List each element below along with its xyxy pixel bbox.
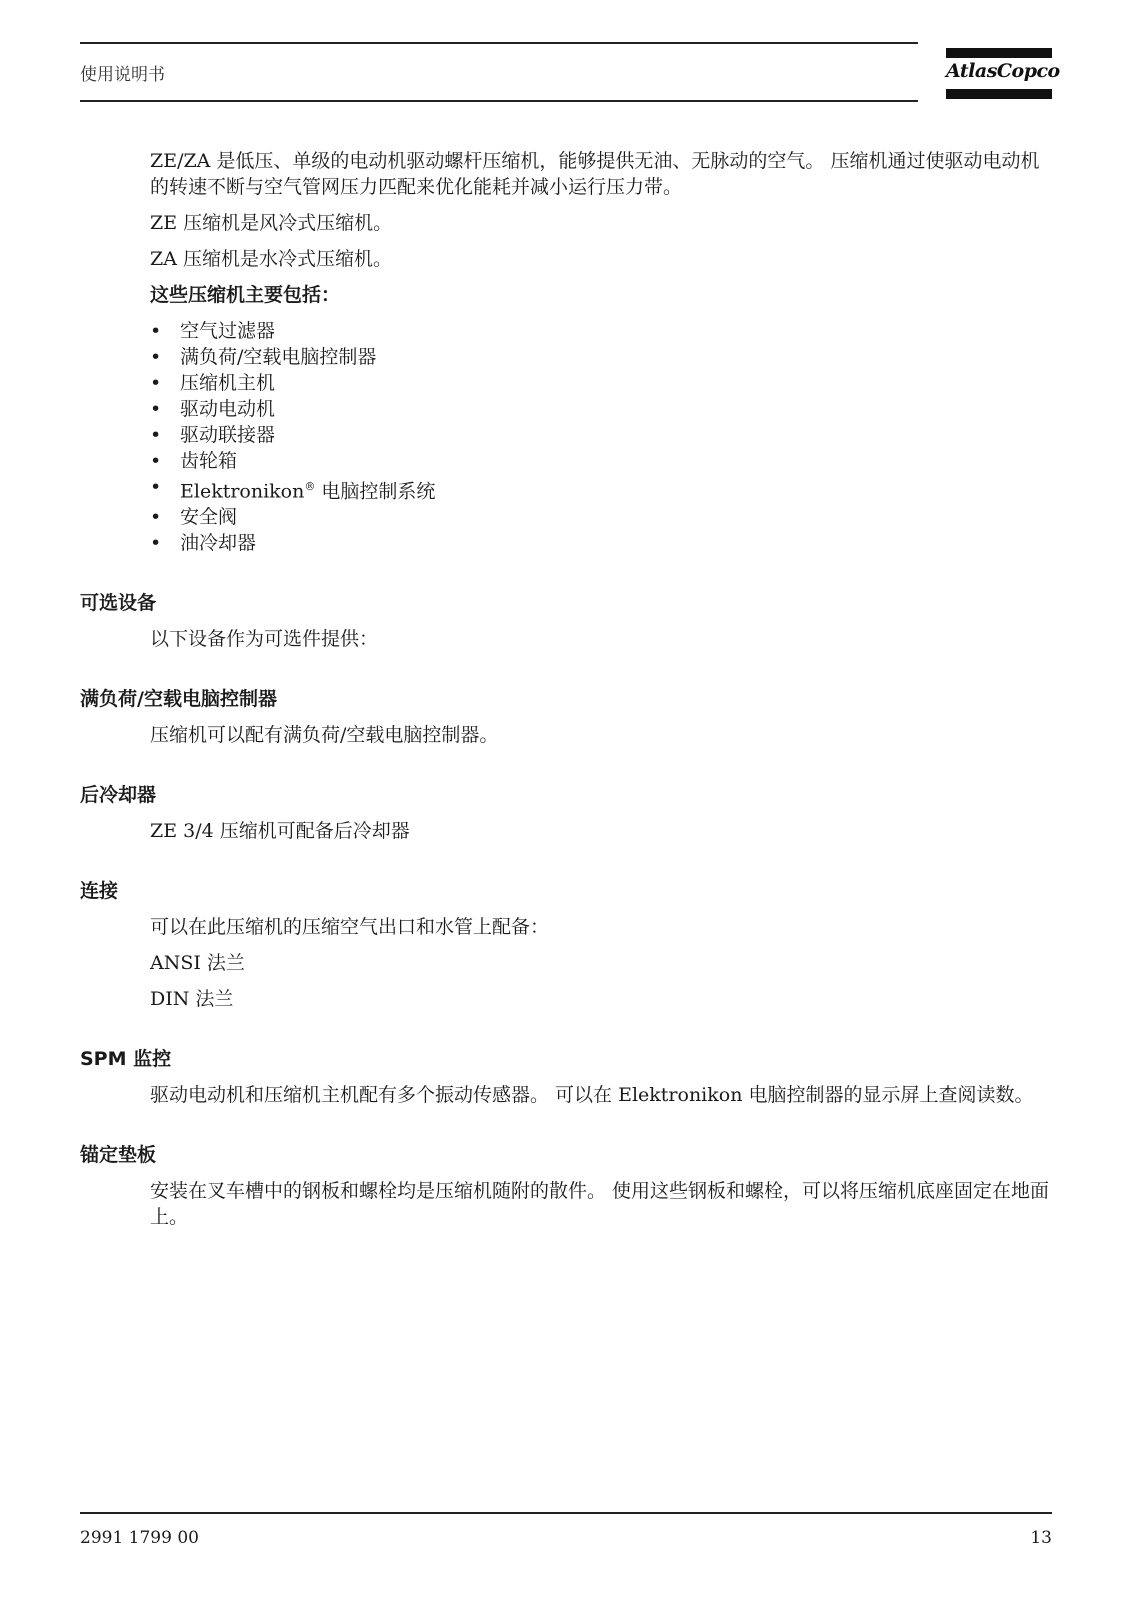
connection-text: 可以在此压缩机的压缩空气出口和水管上配备：	[150, 916, 550, 939]
atlas-copco-logo	[946, 48, 1060, 99]
ze-paragraph: ZE 压缩机是风冷式压缩机。	[150, 212, 393, 234]
list-item: • 压缩机主机	[150, 372, 276, 394]
components-list	[150, 318, 1052, 556]
doc-number: 2991 1799 00	[80, 1528, 199, 1548]
intro-section	[150, 148, 1052, 556]
controller-text: 压缩机可以配有满负荷/空载电脑控制器。	[150, 724, 499, 747]
controller-body	[150, 722, 1052, 748]
din-flange: DIN 法兰	[150, 988, 234, 1011]
bullet: •	[150, 372, 162, 394]
logo-bar-bottom	[946, 89, 1052, 99]
page-header	[80, 42, 918, 102]
header-title: 使用说明书	[80, 65, 165, 85]
footer-divider	[80, 1512, 1052, 1514]
aftercooler-heading: 后冷却器	[80, 784, 157, 807]
spm-heading: SPM 监控	[80, 1048, 172, 1071]
connection-heading: 连接	[80, 880, 119, 903]
list-item: • 油冷却器	[150, 532, 257, 555]
list-item: • 驱动联接器	[150, 424, 276, 446]
registered-mark: ®	[304, 480, 316, 493]
bullet: •	[150, 450, 162, 472]
spm-body	[150, 1082, 1052, 1108]
list-item: • Elektronikon® 电脑控制系统	[150, 476, 436, 503]
list-item: • 驱动电动机	[150, 398, 276, 420]
aftercooler-body	[150, 818, 1052, 844]
optional-heading: 可选设备	[80, 592, 157, 615]
list-item: • 空气过滤器	[150, 320, 276, 342]
anchor-heading: 锚定垫板	[80, 1144, 157, 1167]
aftercooler-text: ZE 3/4 压缩机可配备后冷却器	[150, 820, 410, 843]
optional-body	[150, 626, 1052, 652]
anchor-body	[150, 1178, 1052, 1230]
logo-bar-top	[946, 48, 1052, 58]
bullet: •	[150, 476, 162, 498]
za-paragraph: ZA 压缩机是水冷式压缩机。	[150, 248, 392, 270]
ansi-flange: ANSI 法兰	[150, 952, 245, 975]
components-lead: 这些压缩机主要包括：	[150, 284, 341, 306]
bullet: •	[150, 532, 162, 555]
page-content	[80, 148, 1052, 1230]
anchor-text: 安装在叉车槽中的钢板和螺栓均是压缩机随附的散件。 使用这些钢板和螺栓，可以将压缩机底座固定在地面上。	[150, 1180, 1050, 1229]
spm-text: 驱动电动机和压缩机主机配有多个振动传感器。 可以在 Elektronikon 电脑控制器的显示屏上查阅读数。	[150, 1084, 1034, 1107]
logo-text: AtlasCopco	[946, 60, 1060, 82]
bullet: •	[150, 398, 162, 420]
list-item: • 齿轮箱	[150, 450, 238, 472]
connection-body	[150, 914, 1052, 1012]
page-number: 13	[1030, 1528, 1052, 1548]
list-item: • 满负荷/空载电脑控制器	[150, 346, 377, 368]
bullet: •	[150, 346, 162, 368]
bullet: •	[150, 506, 162, 529]
controller-heading: 满负荷/空载电脑控制器	[80, 688, 277, 711]
bullet: •	[150, 320, 162, 342]
optional-text: 以下设备作为可选件提供：	[150, 628, 379, 651]
bullet: •	[150, 424, 162, 446]
intro-paragraph: ZE/ZA 是低压、单级的电动机驱动螺杆压缩机，能够提供无油、无脉动的空气。 压缩机通过使驱动电动机的转速不断与空气管网压力匹配来优化能耗并减小运行压力带。	[150, 150, 1040, 198]
list-item: • 安全阀	[150, 506, 238, 529]
